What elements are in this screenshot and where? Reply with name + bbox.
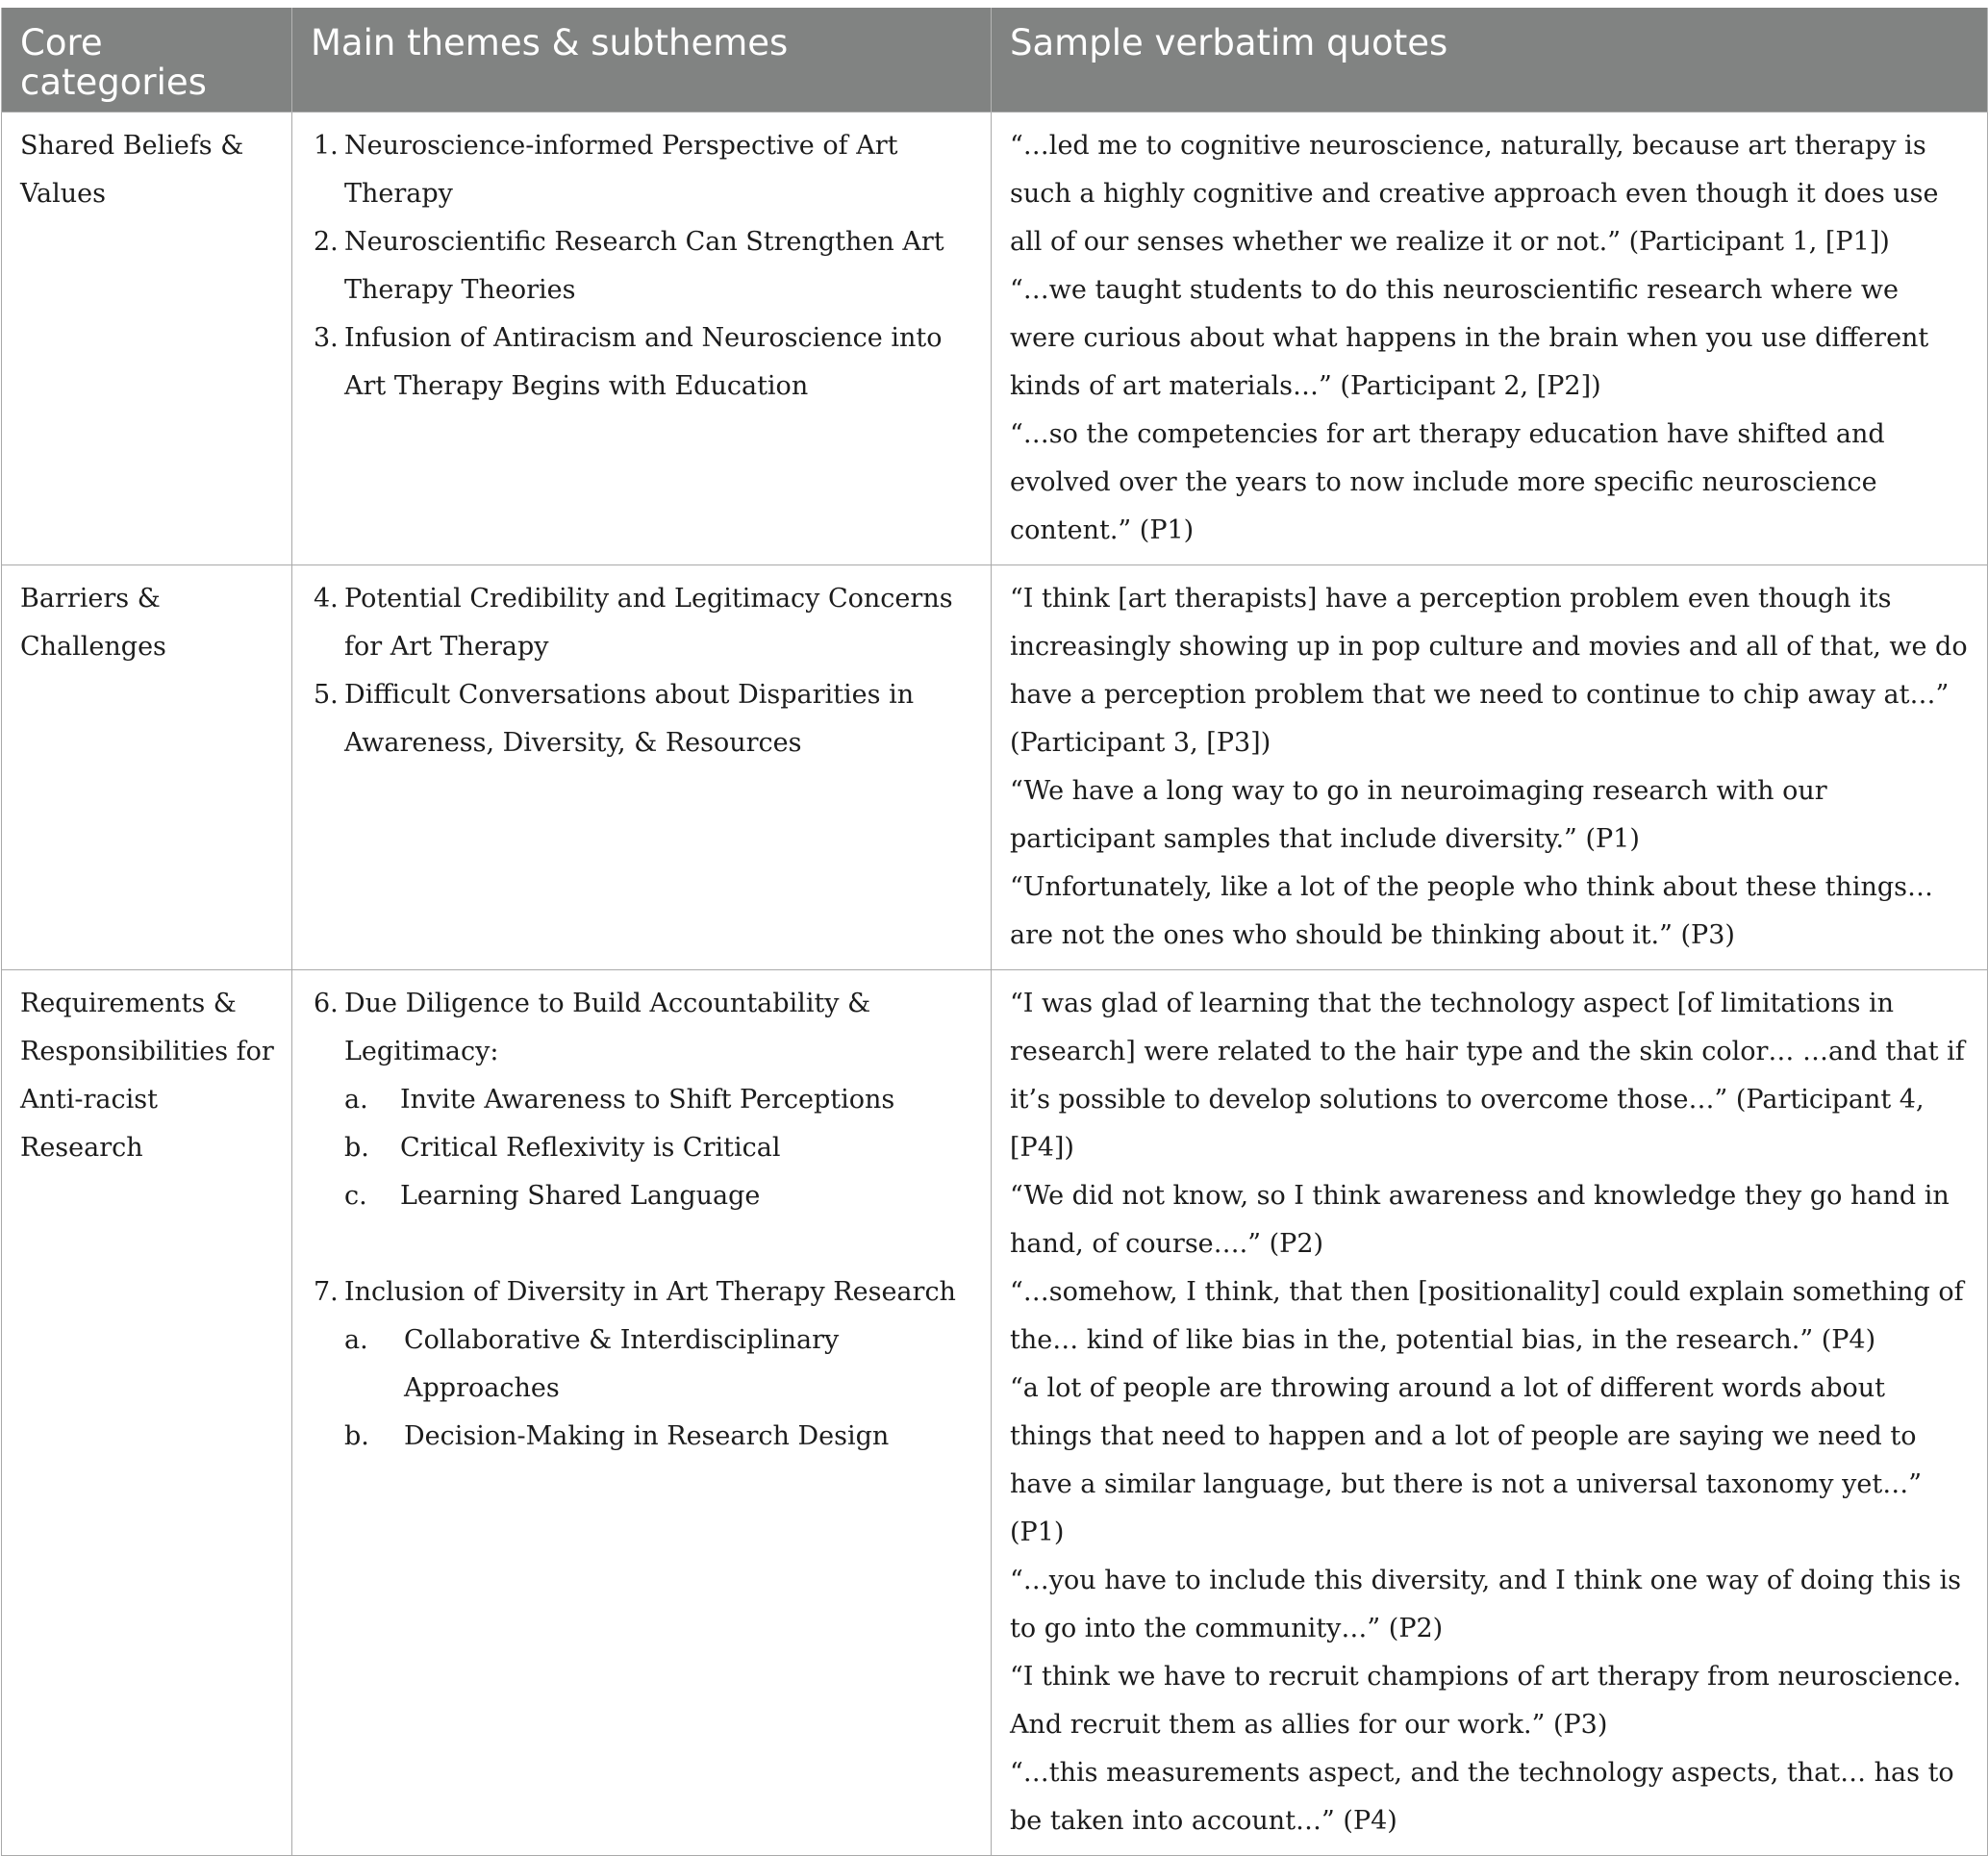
table-row [2, 565, 1988, 970]
quote: “…so the competencies for art therapy education have shifted and evolved over the years to now include more specific neuroscience content.” (P1) [1010, 419, 1885, 545]
themes-cell [292, 970, 992, 1856]
quote: “…we taught students to do this neuroscientific research where we were curious about what happens in the brain when you use different kinds of art materials…” (Participant 2, [P2]) [1010, 275, 1929, 401]
core-category-cell: Requirements & Responsibilities for Anti-racist Research [2, 970, 292, 1856]
header-core-categories: Core categories [2, 8, 292, 113]
quote: “a lot of people are throwing around a lot of different words about things that need to happen and a lot of people are saying we need to have a similar language, but there is not a universal taxonomy yet…” (P1) [1010, 1373, 1922, 1547]
header-sample-quotes: Sample verbatim quotes [992, 8, 1988, 113]
quote: “…led me to cognitive neuroscience, naturally, because art therapy is such a highly cognitive and creative approach even though it does use all of our senses whether we realize it or not.” (Participant 1, [P1]) [1010, 131, 1939, 257]
subtheme-item: a. Invite Awareness to Shift Perceptions [344, 1085, 895, 1115]
subtheme-item: c. Learning Shared Language [344, 1181, 761, 1211]
core-category-cell: Shared Beliefs & Values [2, 113, 292, 565]
theme-item: 1. Neuroscience-informed Perspective of Art Therapy [314, 131, 898, 209]
themes-cell [292, 565, 992, 970]
table-header-row [2, 8, 1988, 113]
table-row [2, 113, 1988, 565]
quote: “I was glad of learning that the technology aspect [of limitations in research] were related to the hair type and the skin color… …and that if it’s possible to develop solutions to overcome those…” (Participant 4, [P4]) [1010, 989, 1965, 1163]
quote: “…somehow, I think, that then [positionality] could explain something of the… kind of like bias in the, potential bias, in the research.” (P4) [1010, 1277, 1964, 1355]
subtheme-item: a. Collaborative & Interdisciplinary Approaches [344, 1325, 840, 1403]
quote: “I think [art therapists] have a perception problem even though its increasingly showing up in pop culture and movies and all of that, we do have a perception problem that we need to continue to chip away at…” (Participant 3, [P3]) [1010, 584, 1968, 758]
subtheme-item: b. Decision-Making in Research Design [344, 1421, 890, 1451]
quotes-cell [992, 970, 1988, 1856]
theme-item: 2. Neuroscientific Research Can Strengthen Art Therapy Theories [314, 227, 944, 305]
themes-cell [292, 113, 992, 565]
table-row [2, 970, 1988, 1856]
quote: “Unfortunately, like a lot of the people who think about these things… are not the ones who should be thinking about it.” (P3) [1010, 872, 1933, 950]
theme-item: 7. Inclusion of Diversity in Art Therapy Research [314, 1277, 956, 1307]
header-main-themes: Main themes & subthemes [292, 8, 992, 113]
theme-item: 5. Difficult Conversations about Disparities in Awareness, Diversity, & Resources [314, 680, 915, 758]
quotes-cell [992, 113, 1988, 565]
themes-table [1, 8, 1988, 1856]
quote: “We did not know, so I think awareness and knowledge they go hand in hand, of course….” (P2) [1010, 1181, 1950, 1259]
quote: “I think we have to recruit champions of art therapy from neuroscience. And recruit them as allies for our work.” (P3) [1010, 1662, 1962, 1740]
theme-item: 4. Potential Credibility and Legitimacy Concerns for Art Therapy [314, 584, 953, 662]
core-category-cell: Barriers & Challenges [2, 565, 292, 970]
quote: “We have a long way to go in neuroimaging research with our participant samples that include diversity.” (P1) [1010, 776, 1827, 854]
theme-item: 3. Infusion of Antiracism and Neuroscience into Art Therapy Begins with Education [314, 323, 943, 401]
quote: “…this measurements aspect, and the technology aspects, that… has to be taken into account…” (P4) [1010, 1758, 1954, 1836]
quote: “…you have to include this diversity, and I think one way of doing this is to go into the community…” (P2) [1010, 1566, 1961, 1643]
theme-item: 6. Due Diligence to Build Accountability & Legitimacy: [314, 989, 871, 1066]
subtheme-item: b. Critical Reflexivity is Critical [344, 1133, 781, 1163]
quotes-cell [992, 565, 1988, 970]
